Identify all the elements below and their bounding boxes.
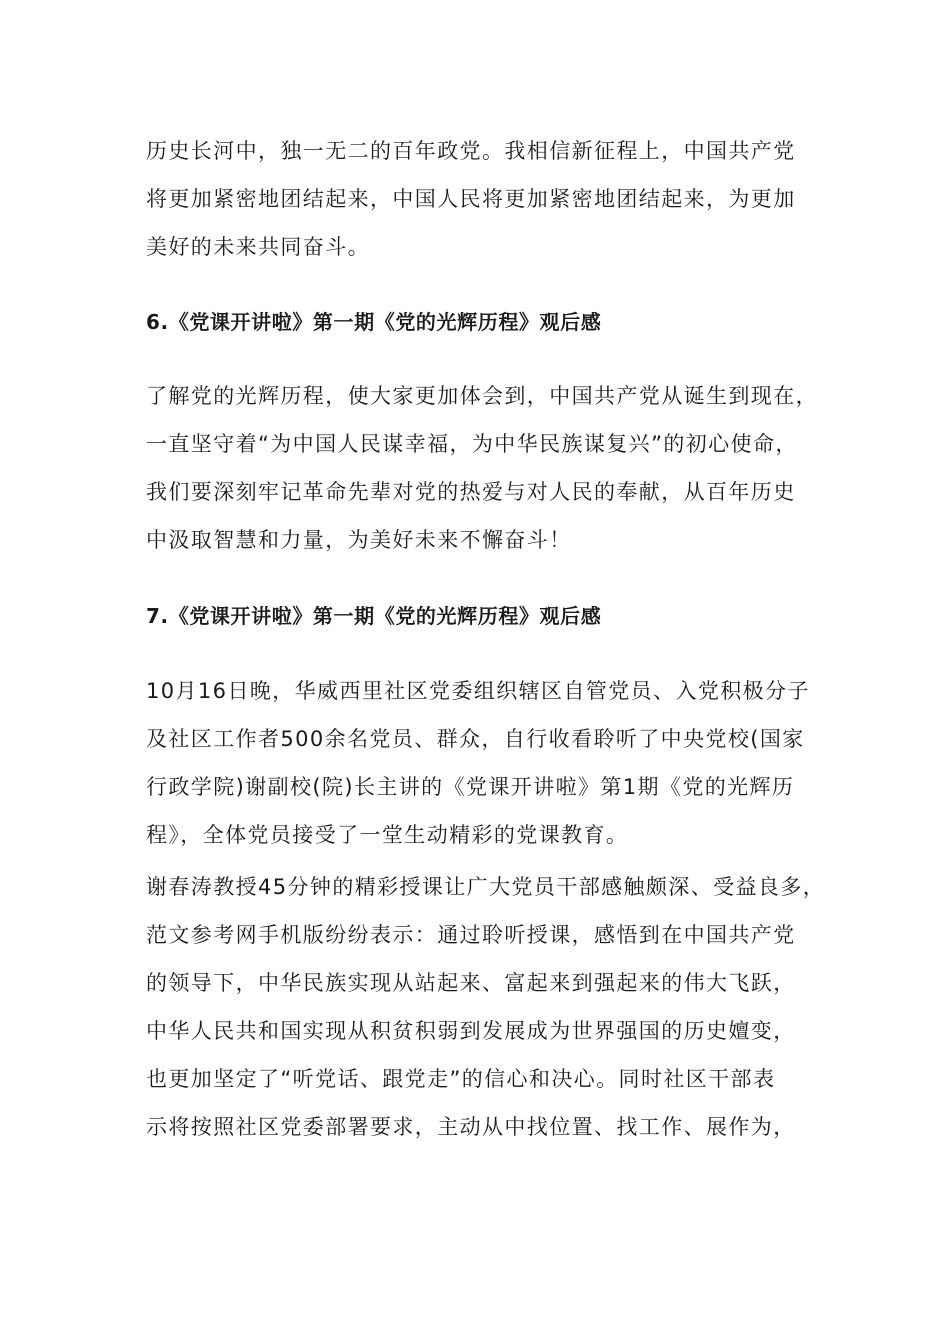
paragraph-section-6 [146, 372, 826, 564]
section-heading-6: 6.《党课开讲啦》第一期《党的光辉历程》观后感 [146, 310, 602, 334]
paragraph-line: 也更加坚定了“听党话、跟党走”的信心和决心。同时社区干部表 [146, 1067, 776, 1091]
paragraph-line: 我们要深刻牢记革命先辈对党的热爱与对人民的奉献，从百年历史 [146, 480, 796, 504]
paragraph-section-7-intro [146, 667, 826, 859]
paragraph-line: 谢春涛教授45分钟的精彩授课让广大党员干部感触颇深、受益良多， [146, 875, 826, 899]
section-heading-6-block [146, 302, 826, 342]
section-heading-7-block [146, 596, 826, 636]
paragraph-line: 示将按照社区党委部署要求，主动从中找位置、找工作、展作为， [146, 1115, 796, 1139]
paragraph-line: 将更加紧密地团结起来，中国人民将更加紧密地团结起来，为更加 [146, 187, 796, 211]
paragraph-line: 了解党的光辉历程，使大家更加体会到，中国共产党从诞生到现在， [146, 384, 818, 408]
paragraph-line: 的领导下，中华民族实现从站起来、富起来到强起来的伟大飞跃， [146, 971, 796, 995]
paragraph-closing-previous-essay [146, 127, 826, 271]
paragraph-line: 一直坚守着“为中国人民谋幸福，为中华民族谋复兴”的初心使命， [146, 432, 798, 456]
paragraph-line: 中华人民共和国实现从积贫积弱到发展成为世界强国的历史嬗变， [146, 1019, 796, 1043]
paragraph-line: 程》，全体党员接受了一堂生动精彩的党课教育。 [146, 823, 629, 847]
paragraph-line: 美好的未来共同奋斗。 [146, 235, 370, 259]
paragraph-line: 中汲取智慧和力量，为美好未来不懈奋斗！ [146, 528, 572, 552]
paragraph-line: 行政学院)谢副校(院)长主讲的《党课开讲啦》第1期《党的光辉历 [146, 775, 795, 799]
section-heading-7: 7.《党课开讲啦》第一期《党的光辉历程》观后感 [146, 604, 602, 628]
paragraph-line: 历史长河中，独一无二的百年政党。我相信新征程上，中国共产党 [146, 139, 796, 163]
paragraph-line: 及社区工作者500余名党员、群众，自行收看聆听了中央党校(国家 [146, 727, 805, 751]
paragraph-line: 范文参考网手机版纷纷表示：通过聆听授课，感悟到在中国共产党 [146, 923, 796, 947]
paragraph-section-7-body [146, 863, 826, 1151]
paragraph-line: 10月16日晚，华威西里社区党委组织辖区自管党员、入党积极分子 [146, 679, 810, 703]
